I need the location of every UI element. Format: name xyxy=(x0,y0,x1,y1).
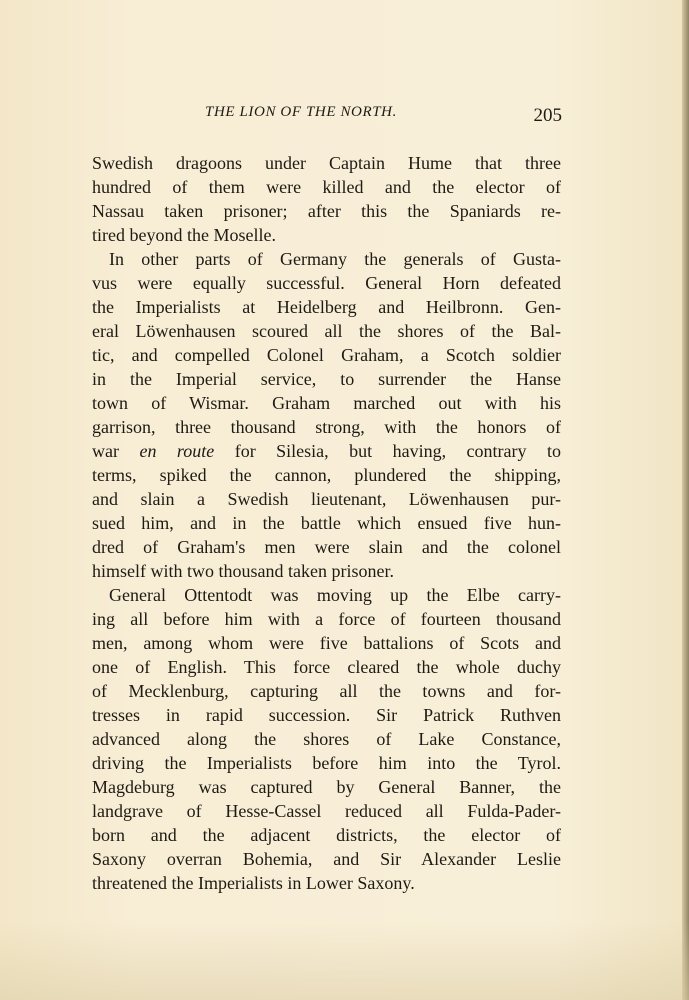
text-line: men, among whom were five battalions of Scots and xyxy=(92,633,561,653)
text-line: threatened the Imperialists in Lower Saxony. xyxy=(92,873,415,893)
paragraph-1 xyxy=(92,151,561,247)
text-line: advanced along the shores of Lake Constance, xyxy=(92,729,561,749)
line-text-after: for Silesia, but having, contrary to xyxy=(214,441,561,461)
text-line: of Mecklenburg, capturing all the towns and for- xyxy=(92,681,561,701)
text-line: and slain a Swedish lieutenant, Löwenhausen pur- xyxy=(92,489,561,509)
paragraph-2 xyxy=(92,247,561,583)
text-line: Magdeburg was captured by General Banner, the xyxy=(92,777,561,797)
text-line: Nassau taken prisoner; after this the Spaniards re- xyxy=(92,201,561,221)
text-line: tic, and compelled Colonel Graham, a Scotch soldier xyxy=(92,345,561,365)
text-line: sued him, and in the battle which ensued five hun- xyxy=(92,513,561,533)
text-line: eral Löwenhausen scoured all the shores of the Bal- xyxy=(92,321,561,341)
text-line: General Ottentodt was moving up the Elbe carry- xyxy=(109,585,561,605)
paragraph-3 xyxy=(92,583,561,895)
text-line: in the Imperial service, to surrender the Hanse xyxy=(92,369,561,389)
text-line: terms, spiked the cannon, plundered the shipping, xyxy=(92,465,561,485)
text-line: landgrave of Hesse-Cassel reduced all Fulda-Pader- xyxy=(92,801,561,821)
text-line: In other parts of Germany the generals of Gusta- xyxy=(109,249,561,269)
page-bottom-stain xyxy=(0,920,689,1000)
text-line: tired beyond the Moselle. xyxy=(92,225,276,245)
text-line: dred of Graham's men were slain and the colonel xyxy=(92,537,561,557)
page-number: 205 xyxy=(533,105,562,126)
running-head: THE LION OF THE NORTH. xyxy=(205,104,397,120)
text-line: garrison, three thousand strong, with the honors of xyxy=(92,417,561,437)
page-edge-shadow xyxy=(682,0,689,1000)
text-line: ing all before him with a force of fourteen thousand xyxy=(92,609,561,629)
text-line: the Imperialists at Heidelberg and Heilbronn. Gen- xyxy=(92,297,561,317)
text-line: vus were equally successful. General Horn defeated xyxy=(92,273,561,293)
text-line: born and the adjacent districts, the elector of xyxy=(92,825,561,845)
text-line: one of English. This force cleared the whole duchy xyxy=(92,657,561,677)
italic-phrase: en route xyxy=(139,441,215,461)
text-line: tresses in rapid succession. Sir Patrick Ruthven xyxy=(92,705,561,725)
text-line: town of Wismar. Graham marched out with his xyxy=(92,393,561,413)
text-line: himself with two thousand taken prisoner. xyxy=(92,561,394,581)
text-line: driving the Imperialists before him into the Tyrol. xyxy=(92,753,561,773)
line-text-before: war xyxy=(92,441,140,461)
text-line: Saxony overran Bohemia, and Sir Alexander Leslie xyxy=(92,849,561,869)
text-line: Swedish dragoons under Captain Hume that three xyxy=(92,153,561,173)
page-header xyxy=(205,104,565,128)
text-line: hundred of them were killed and the elector of xyxy=(92,177,561,197)
body-text xyxy=(92,151,561,895)
text-line-with-italic xyxy=(92,439,561,463)
